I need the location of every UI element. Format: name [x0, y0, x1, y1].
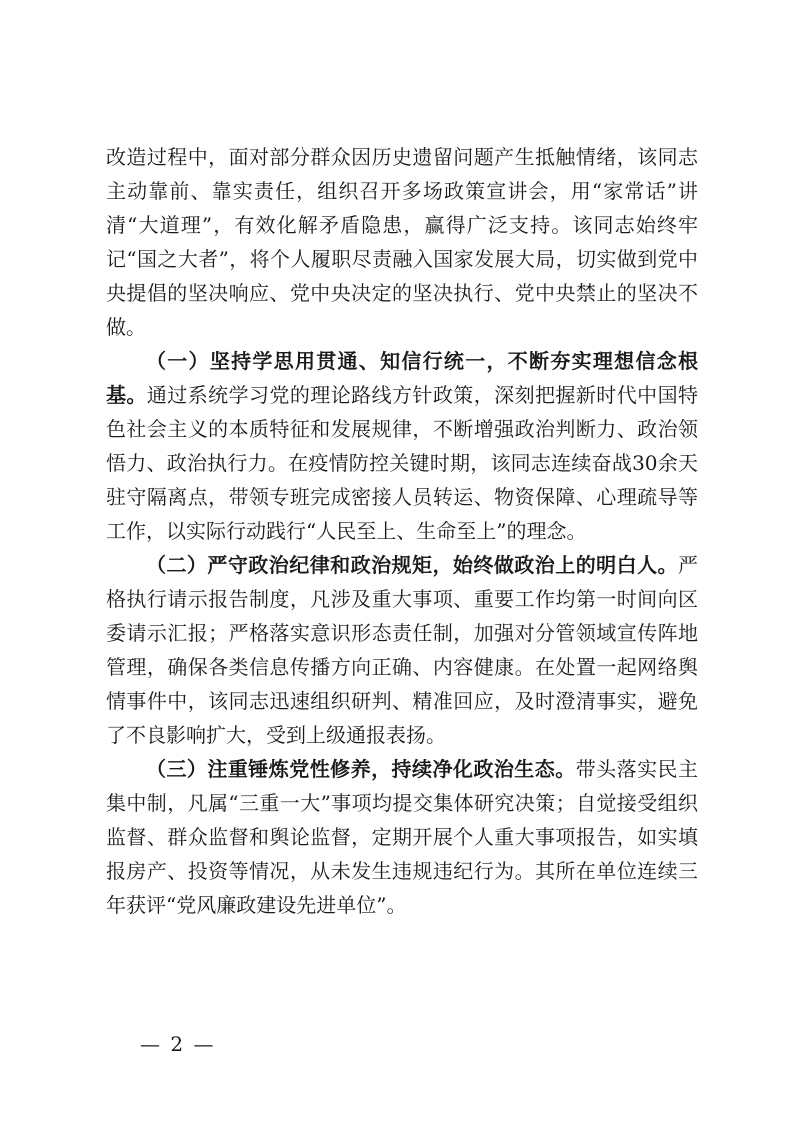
paragraph-section-1 [106, 344, 698, 548]
paragraph-continuation [106, 140, 698, 344]
section-heading: （一）坚持学思用贯通、知信行统一，不断夯实理想信念根基。 [106, 349, 698, 407]
paragraph-text: 带头落实民主集中制，凡属“三重一大”事项均提交集体研究决策；自觉接受组织监督、群众监督和舆论监督，定期开展个人重大事项报告，如实填报房产、投资等情况，从未发生违规违纪行为。其所在单位连续三年获评“党风廉政建设先进单位”。 [106, 757, 699, 917]
paragraph-text: 改造过程中，面对部分群众因历史遗留问题产生抵触情绪，该同志主动靠前、靠实责任，组织召开多场政策宣讲会，用“家常话”讲清“大道理”，有效化解矛盾隐患，赢得广泛支持。该同志始终牢记“国之大者”，将个人履职尽责融入国家发展大局，切实做到党中央提倡的坚决响应、党中央决定的坚决执行、党中央禁止的坚决不做。 [106, 145, 698, 339]
paragraph-section-2 [106, 548, 698, 752]
paragraph-text: 严格执行请示报告制度，凡涉及重大事项、重要工作均第一时间向区委请示汇报；严格落实意识形态责任制，加强对分管领域宣传阵地管理，确保各类信息传播方向正确、内容健康。在处置一起网络舆情事件中，该同志迅速组织研判、精准回应，及时澄清事实，避免了不良影响扩大，受到上级通报表扬。 [106, 553, 698, 747]
paragraph-section-3 [106, 752, 698, 922]
document-body [106, 140, 698, 922]
section-heading: （二）严守政治纪律和政治规矩，始终做政治上的明白人。 [146, 553, 678, 577]
page-number: — 2 — [140, 1032, 216, 1056]
section-heading: （三）注重锤炼党性修养，持续净化政治生态。 [146, 757, 576, 781]
paragraph-text: 通过系统学习党的理论路线方针政策，深刻把握新时代中国特色社会主义的本质特征和发展规律，不断增强政治判断力、政治领悟力、政治执行力。在疫情防控关键时期，该同志连续奋战30余天驻守隔离点，带领专班完成密接人员转运、物资保障、心理疏导等工作，以实际行动践行“人民至上、生命至上”的理念。 [106, 383, 699, 543]
